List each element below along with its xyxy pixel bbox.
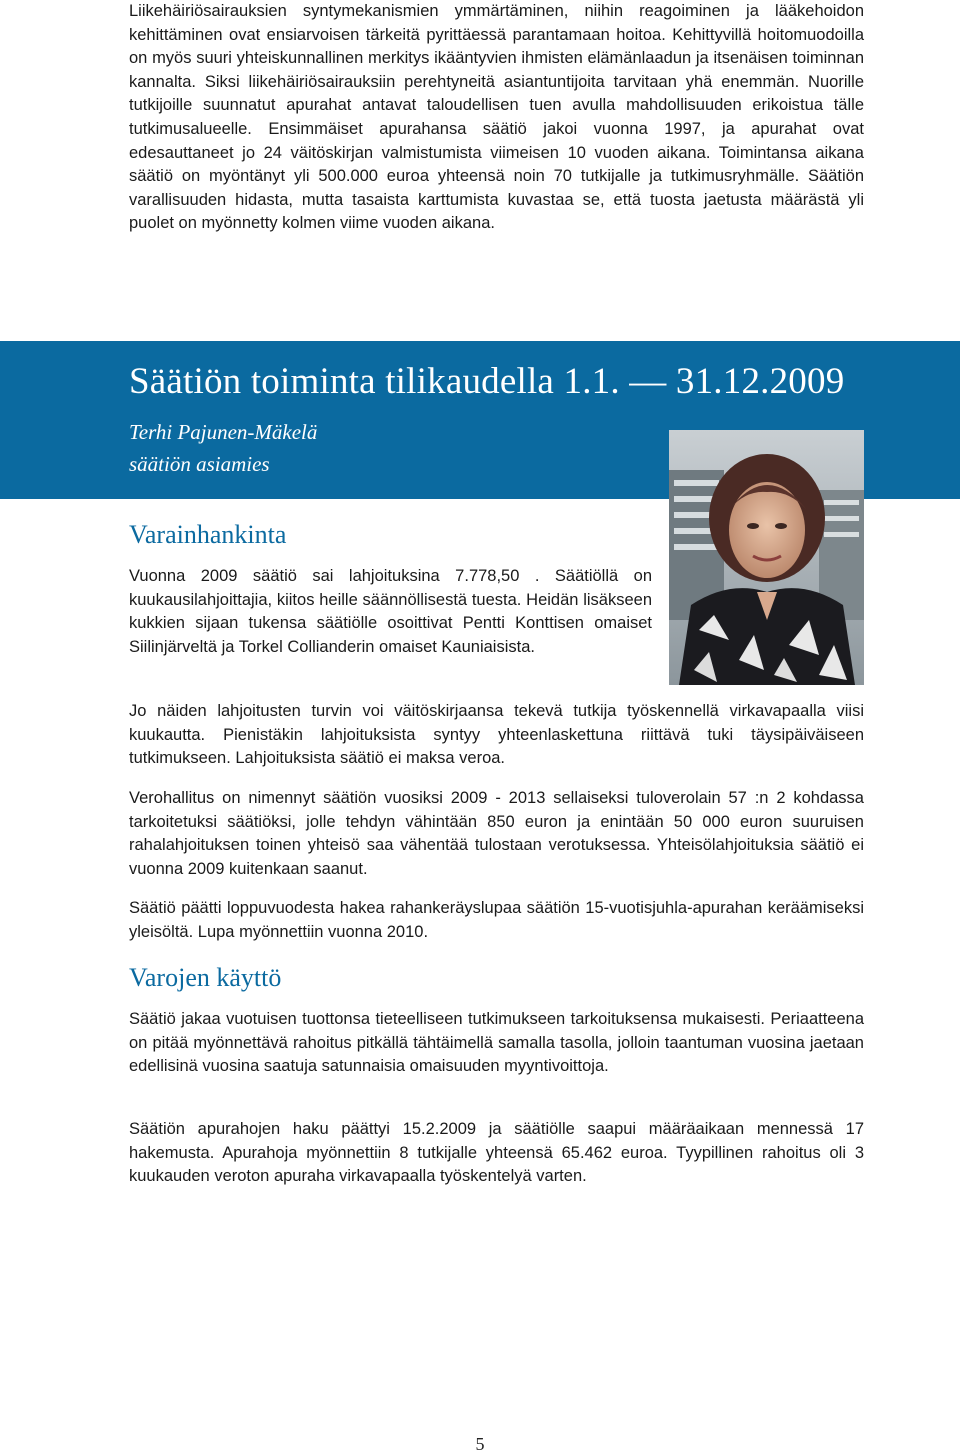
varainhankinta-paragraph-3: Verohallitus on nimennyt säätiön vuosiksi 2009 - 2013 sellaiseksi tuloverolain 57 :n 2 kohdassa tarkoitetuksi säätiöksi, jolle tehdyn vähintään 850 euron ja enintään 50 000 euron suuruisen rahalahjoituksen toinen yhteisö saa vähentää tulostaan verotuksessa. Yhteisölahjoituksia säätiö ei vuonna 2009 kuitenkaan saanut. xyxy=(129,789,864,878)
portrait-image xyxy=(669,430,864,685)
author-photo xyxy=(669,430,864,685)
varainhankinta-paragraph-1-block xyxy=(129,565,652,659)
page-number: 5 xyxy=(475,1434,485,1454)
varainhankinta-paragraph-4-block xyxy=(129,897,864,944)
varojen-kaytto-paragraph-1-block xyxy=(129,1008,864,1079)
intro-paragraph: Liikehäiriösairauksien syntymekanismien ymmärtäminen, niihin reagoiminen ja lääkehoidon kehittäminen ovat ensiarvoisen tärkeitä pyrittäessä parantamaan hoitoa. Kehittyvillä hoitomuodoilla on myös suuri yhteiskunnallinen merkitys ikääntyvien ihmisten elämänlaadun ja itsenäisen toiminnan kannalta. Siksi liikehäiriösairauksiin perehtyneitä asiantuntijoita tarvitaan yhä enemmän. Nuorille tutkijoille suunnatut apurahat antavat taloudellisen tuen avulla mahdollisuuden erikoistua tälle tutkimusalueelle. Ensimmäiset apurahansa säätiö jakoi vuonna 1997, ja apurahat ovat edesauttaneet jo 24 väitöskirjan valmistumista viimeisen 10 vuoden aikana. Toimintansa aikana säätiö on myöntänyt yli 500.000 euroa yhteensä noin 70 tutkijalle ja tutkimusryhmälle. Säätiön varallisuuden hidasta, mutta tasaista karttumista kuvastaa se, että tuosta jaetusta määrästä yli puolet on myönnetty kolmen viime vuoden aikana. xyxy=(129,2,864,233)
author-role: säätiön asiamies xyxy=(129,452,270,476)
heading-varojen-kaytto: Varojen käyttö xyxy=(129,963,282,992)
varojen-kaytto-paragraph-1: Säätiö jakaa vuotuisen tuottonsa tieteelliseen tutkimukseen tarkoituksensa mukaisesti. Periaatteena on pitää myönnettävä rahoitus pitkällä tähtäimellä samalla tasolla, jolloin taantuman vuosina jaetaan edellisinä vuosina saatuja satunnaisia omaisuuden myyntivoittoja. xyxy=(129,1010,864,1076)
intro-section xyxy=(129,0,864,236)
varainhankinta-paragraph-4: Säätiö päätti loppuvuodesta hakea rahankeräyslupaa säätiön 15-vuotisjuhla-apurahan keräämiseksi yleisöltä. Lupa myönnettiin vuonna 2010. xyxy=(129,899,864,941)
varainhankinta-paragraph-2-block xyxy=(129,700,864,771)
banner-title: Säätiön toiminta tilikaudella 1.1. — 31.12.2009 xyxy=(129,361,845,402)
heading-varainhankinta: Varainhankinta xyxy=(129,520,287,549)
varojen-kaytto-paragraph-2: Säätiön apurahojen haku päättyi 15.2.2009 ja säätiölle saapui määräaikaan mennessä 17 hakemusta. Apurahoja myönnettiin 8 tutkijalle yhteensä 65.462 euroa. Tyypillinen rahoitus oli 3 kuukauden veroton apuraha virkavapaalla työskentelyä varten. xyxy=(129,1120,864,1186)
varojen-kaytto-paragraph-2-block xyxy=(129,1118,864,1189)
varainhankinta-paragraph-2: Jo näiden lahjoitusten turvin voi väitöskirjaansa tekevä tutkija työskennellä virkavapaalla viisi kuukautta. Pienistäkin lahjoituksista syntyy yhteenlaskettuna riittävä tuki täysipäiväiseen tutkimukseen. Lahjoituksista säätiö ei maksa veroa. xyxy=(129,702,864,768)
varainhankinta-paragraph-3-block xyxy=(129,787,864,881)
author-name: Terhi Pajunen-Mäkelä xyxy=(129,420,318,444)
varainhankinta-paragraph-1: Vuonna 2009 säätiö sai lahjoituksina 7.778,50 . Säätiöllä on kuukausilahjoittajia, kiitos heille säännöllisestä tuesta. Heidän lisäkseen kukkien sijaan tukensa säätiölle osoittivat Pentti Konttisen omaiset Siilinjärveltä ja Torkel Collianderin omaiset Kauniaisista. xyxy=(129,567,652,656)
